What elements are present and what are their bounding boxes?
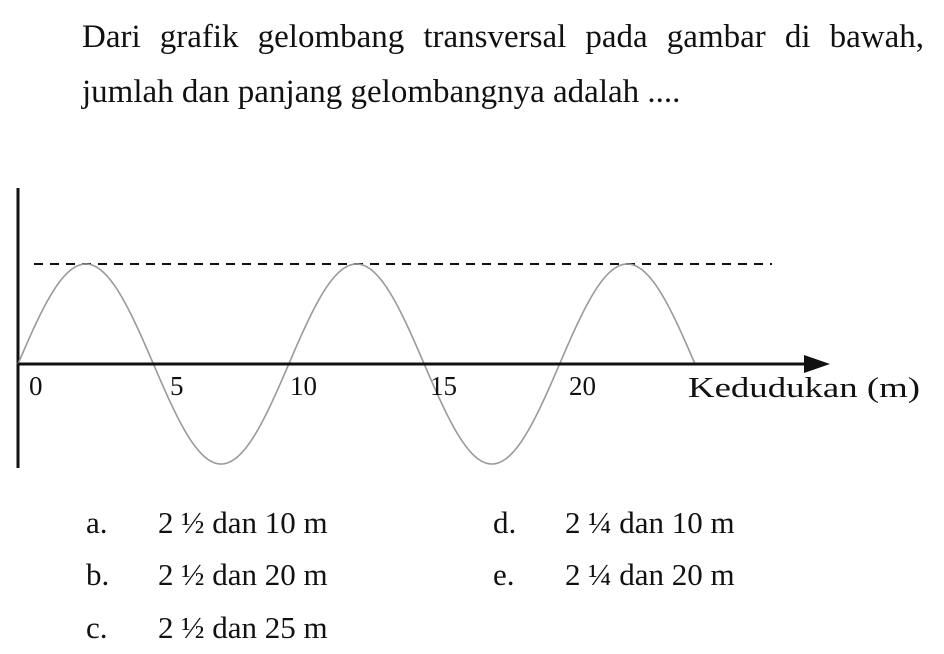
x-tick-label-20: 20 [569, 371, 596, 401]
option-c-letter: c. [86, 610, 108, 645]
x-tick-label-15: 15 [430, 371, 457, 401]
x-tick-label-0: 0 [29, 371, 43, 401]
option-b[interactable] [86, 557, 328, 593]
option-d-letter: d. [493, 505, 517, 540]
option-e-letter: e. [493, 557, 515, 592]
x-tick-label-5: 5 [170, 371, 184, 401]
option-a-text: 2 ½ dan 10 m [158, 505, 328, 540]
option-a-letter: a. [86, 505, 108, 540]
option-a[interactable] [86, 505, 328, 541]
option-c[interactable] [86, 610, 328, 646]
option-e-text: 2 ¼ dan 20 m [565, 557, 735, 592]
option-b-letter: b. [86, 557, 110, 592]
option-c-text: 2 ½ dan 25 m [158, 610, 328, 645]
x-axis-label: Kedudukan (m) [688, 373, 920, 404]
option-e[interactable] [493, 557, 735, 593]
option-d[interactable] [493, 505, 735, 541]
x-axis-arrowhead [804, 355, 830, 373]
question-text: Dari grafik gelombang transversal pada gambar di bawah, jumlah dan panjang gelombangnya adalah .... [82, 19, 924, 110]
x-tick-label-10: 10 [290, 371, 317, 401]
option-b-text: 2 ½ dan 20 m [158, 557, 328, 592]
option-d-text: 2 ¼ dan 10 m [565, 505, 735, 540]
